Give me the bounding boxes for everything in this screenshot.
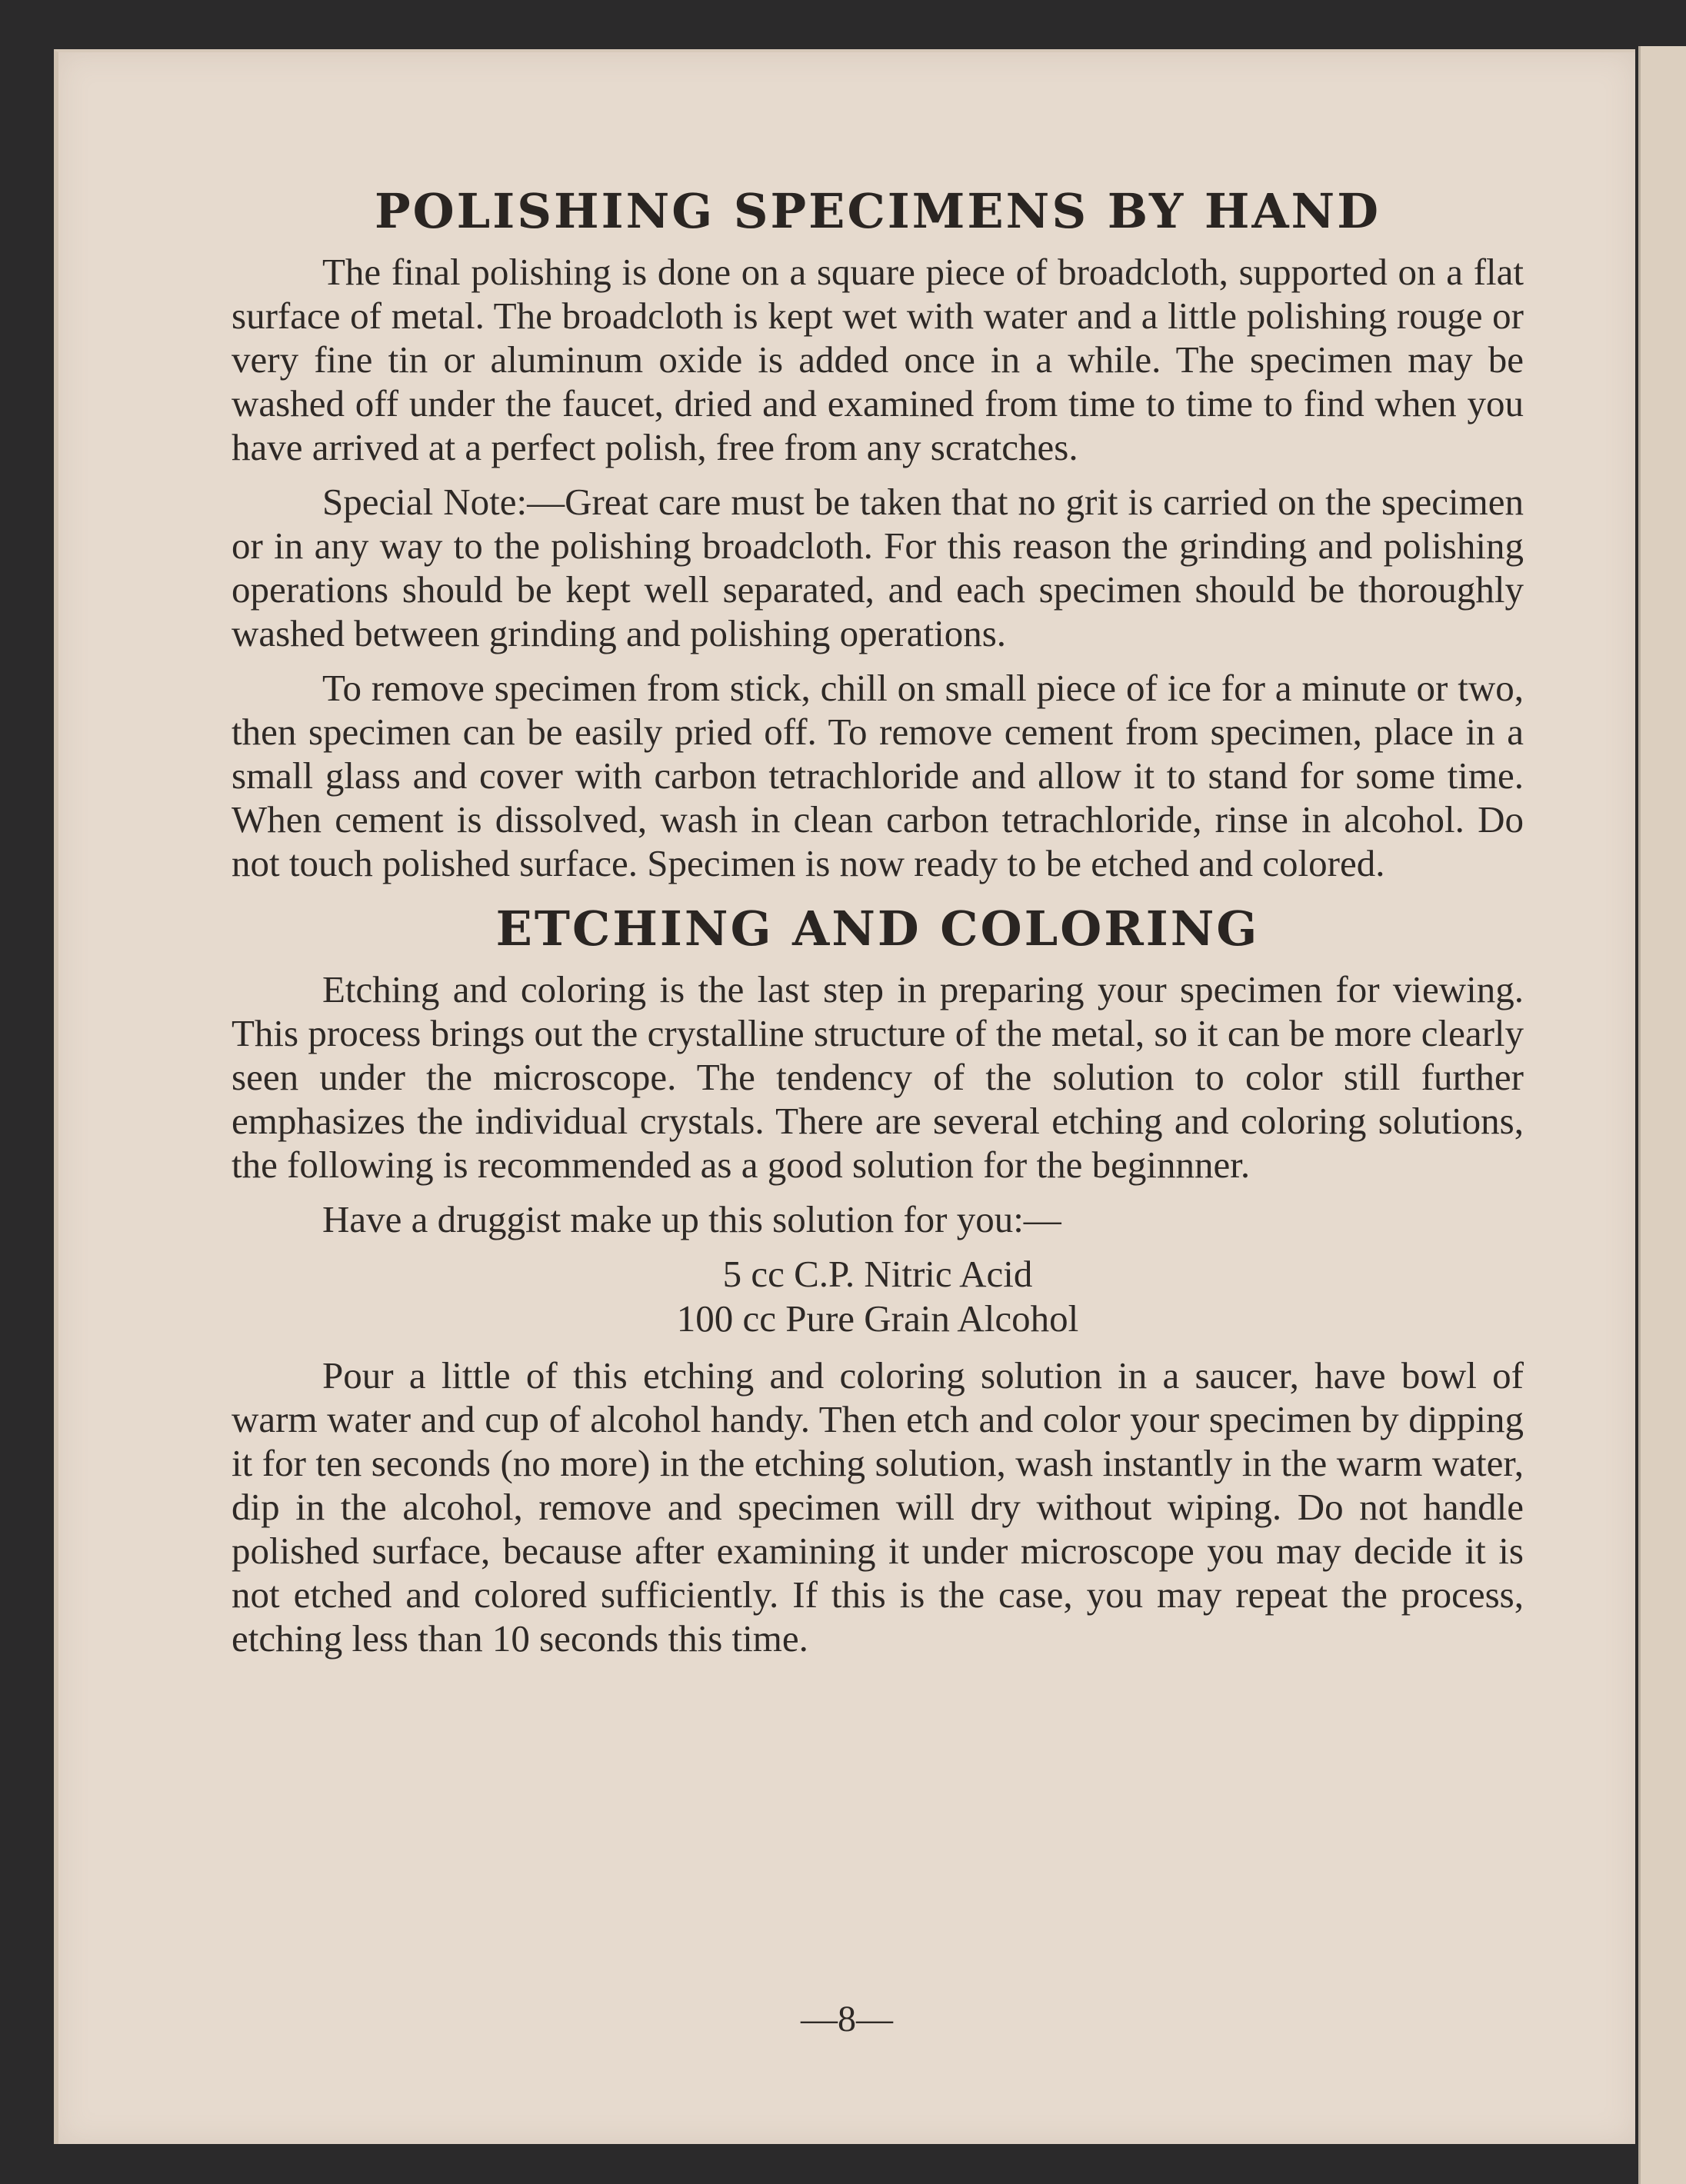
page-number: —8— — [801, 1999, 893, 2039]
etching-intro: Etching and coloring is the last step in preparing your specimen for viewing. This process brings out the crystalline structure of the metal, so it can be more clearly seen under the microscope. The tendency of the solution to color still further emphasizes the individual crystals. There are several etching and coloring solutions, the following is recommended as a good solution for the beginnner. — [232, 968, 1524, 1186]
solution-formula — [232, 1252, 1524, 1341]
formula-line-nitric-acid: 5 cc C.P. Nitric Acid — [722, 1253, 1033, 1295]
formula-line-alcohol: 100 cc Pure Grain Alcohol — [676, 1297, 1079, 1340]
section-title-etching: ETCHING AND COLORING — [495, 901, 1260, 957]
polishing-special-note: Special Note:—Great care must be taken that no grit is carried on the specimen or in any way to the polishing broadcloth. For this reason the grinding and polishing operations should be kept well separated, and each specimen should be thoroughly washed between grinding and polishing operations. — [232, 481, 1524, 654]
adjacent-page-edge — [1638, 46, 1686, 2184]
booklet-page — [54, 49, 1635, 2144]
druggist-line: Have a druggist make up this solution for you:— — [322, 1198, 1061, 1240]
page-content — [232, 183, 1524, 1671]
polishing-paragraph-3: To remove specimen from stick, chill on small piece of ice for a minute or two, then specimen can be easily pried off. To remove cement from specimen, place in a small glass and cover with carbon tetrachloride and allow it to stand for some time. When cement is dissolved, wash in clean carbon tetrachloride, rinse in alcohol. Do not touch polished surface. Specimen is now ready to be etched and colored. — [232, 667, 1524, 884]
polishing-paragraph-1: The final polishing is done on a square piece of broadcloth, supported on a flat surface of metal. The broadcloth is kept wet with water and a little polishing rouge or very fine tin or aluminum oxide is added once in a while. The specimen may be washed off under the faucet, dried and examined from time to time to find when you have arrived at a perfect polish, free from any scratches. — [232, 251, 1524, 468]
etching-instructions: Pour a little of this etching and coloring solution in a saucer, have bowl of warm water and cup of alcohol handy. Then etch and color your specimen by dipping it for ten seconds (no more) in the etching solution, wash instantly in the warm water, dip in the alcohol, remove and specimen will dry without wiping. Do not handle polished surface, because after examining it under microscope you may decide it is not etched and colored sufficiently. If this is the case, you may repeat the process, etching less than 10 seconds this time. — [232, 1354, 1524, 1660]
section-title-polishing: POLISHING SPECIMENS BY HAND — [375, 183, 1381, 239]
